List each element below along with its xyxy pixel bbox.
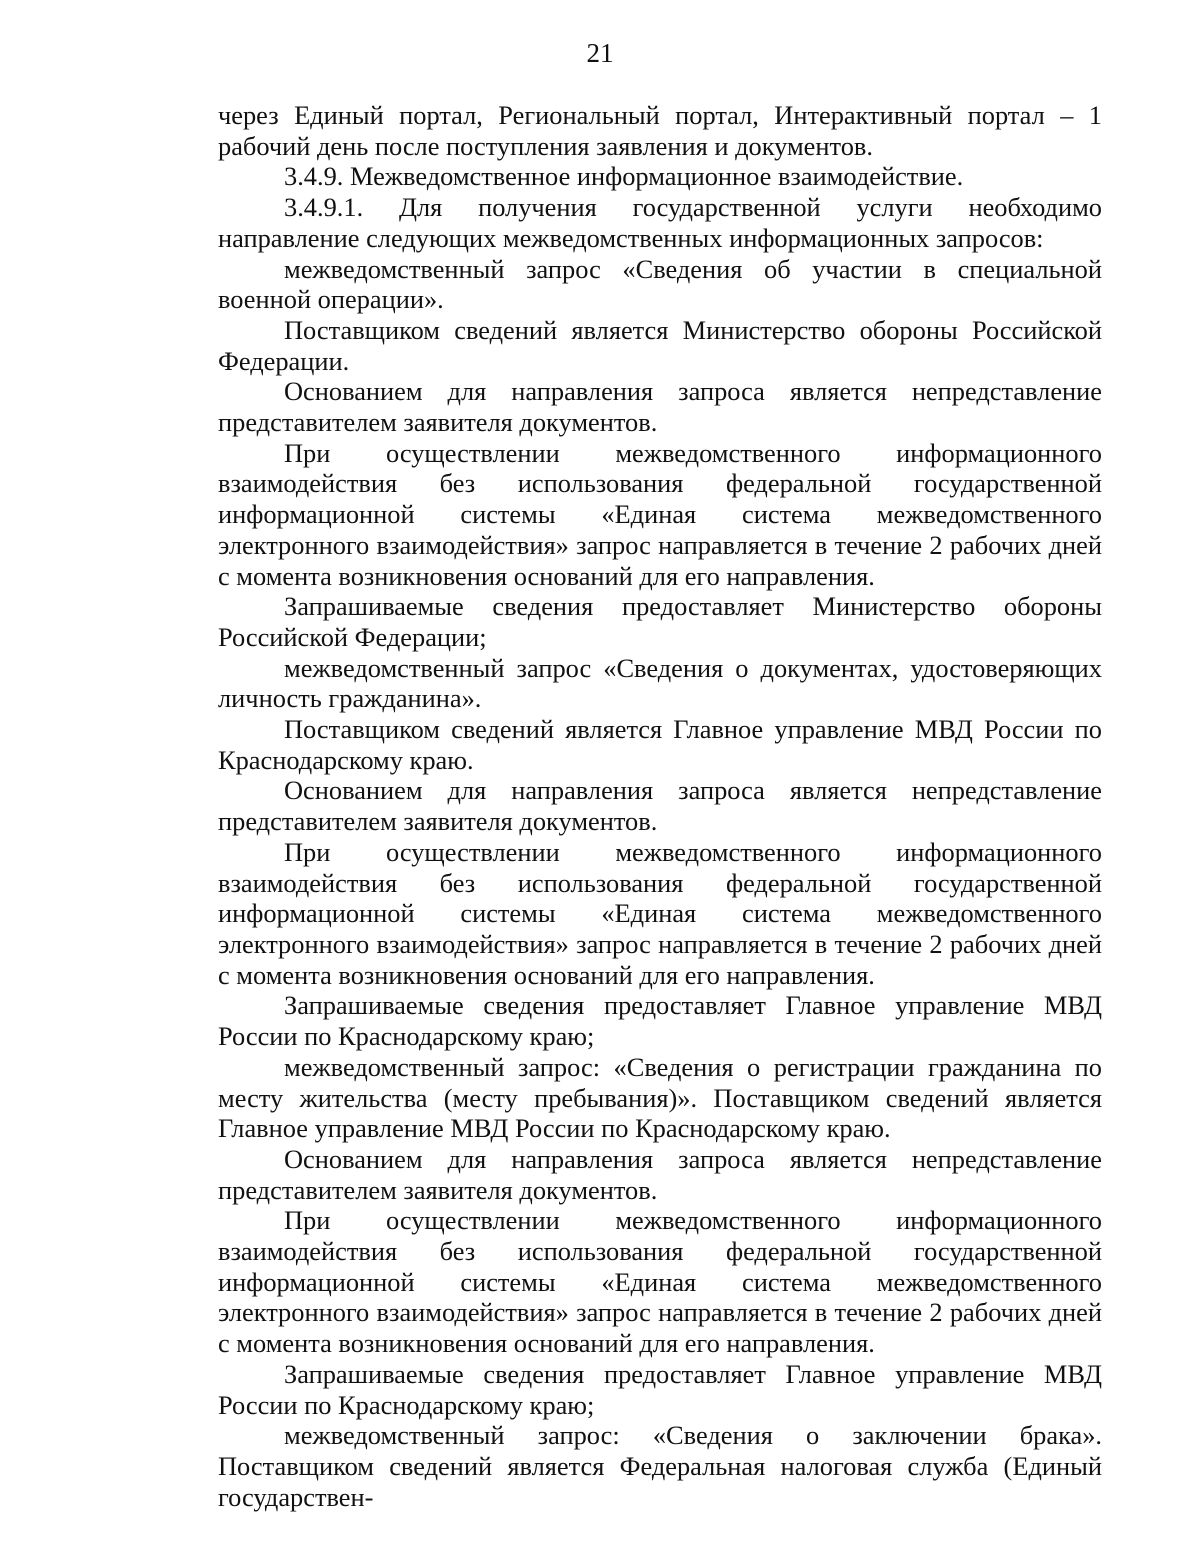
paragraph-request-identity: межведомственный запрос «Сведения о документах, удостоверяющих личность гражданина». [218,652,1102,714]
paragraph-procedure: При осуществлении межведомственного информационного взаимодействия без использования федеральной государственной информационной системы «Единая система межведомственного электронного взаимодействия» запрос направляется в течение 2 рабочих дней с момента возникновения оснований для его направления. [218,1205,1102,1359]
paragraph-procedure: При осуществлении межведомственного информационного взаимодействия без использования федеральной государственной информационной системы «Единая система межведомственного электронного взаимодействия» запрос направляется в течение 2 рабочих дней с момента возникновения оснований для его направления. [218,437,1102,591]
paragraph-procedure: При осуществлении межведомственного информационного взаимодействия без использования федеральной государственной информационной системы «Единая система межведомственного электронного взаимодействия» запрос направляется в течение 2 рабочих дней с момента возникновения оснований для его направления. [218,836,1102,990]
paragraph-provider: Поставщиком сведений является Министерство обороны Российской Федерации. [218,314,1102,376]
paragraph-basis: Основанием для направления запроса является непредставление представителем заявителя документов. [218,1143,1102,1205]
paragraph-section-heading: 3.4.9. Межведомственное информационное взаимодействие. [284,161,964,192]
paragraph-continuation: через Единый портал, Региональный портал, Интерактивный портал – 1 рабочий день после поступления заявления и документов. [218,100,1102,161]
paragraph-provided-by: Запрашиваемые сведения предоставляет Министерство обороны Российской Федерации; [218,591,1102,652]
paragraph-provided-by: Запрашиваемые сведения предоставляет Главное управление МВД России по Краснодарскому краю; [218,1358,1102,1420]
paragraph-request-svo: межведомственный запрос «Сведения об участии в специальной военной операции». [218,253,1102,315]
paragraph-provided-by: Запрашиваемые сведения предоставляет Главное управление МВД России по Краснодарскому краю; [218,990,1102,1052]
paragraph-basis: Основанием для направления запроса является непредставление представителем заявителя документов. [218,775,1102,837]
page-number: 21 [586,38,614,68]
paragraph-provider: Поставщиком сведений является Главное управление МВД России по Краснодарскому краю. [218,714,1102,775]
paragraph-request-marriage: межведомственный запрос: «Сведения о заключении брака». Поставщиком сведений является Федеральная налоговая служба (Единый государствен- [218,1420,1102,1512]
paragraph-request-registration: межведомственный запрос: «Сведения о регистрации гражданина по месту жительства (месту пребывания)». Поставщиком сведений является Главное управление МВД России по Краснодарскому краю. [218,1051,1102,1144]
paragraph-basis: Основанием для направления запроса является непредставление представителем заявителя документов. [218,376,1102,438]
document-body [218,100,1102,1512]
paragraph-subsection: 3.4.9.1. Для получения государственной услуги необходимо направление следующих межведомственных информационных запросов: [218,192,1102,253]
